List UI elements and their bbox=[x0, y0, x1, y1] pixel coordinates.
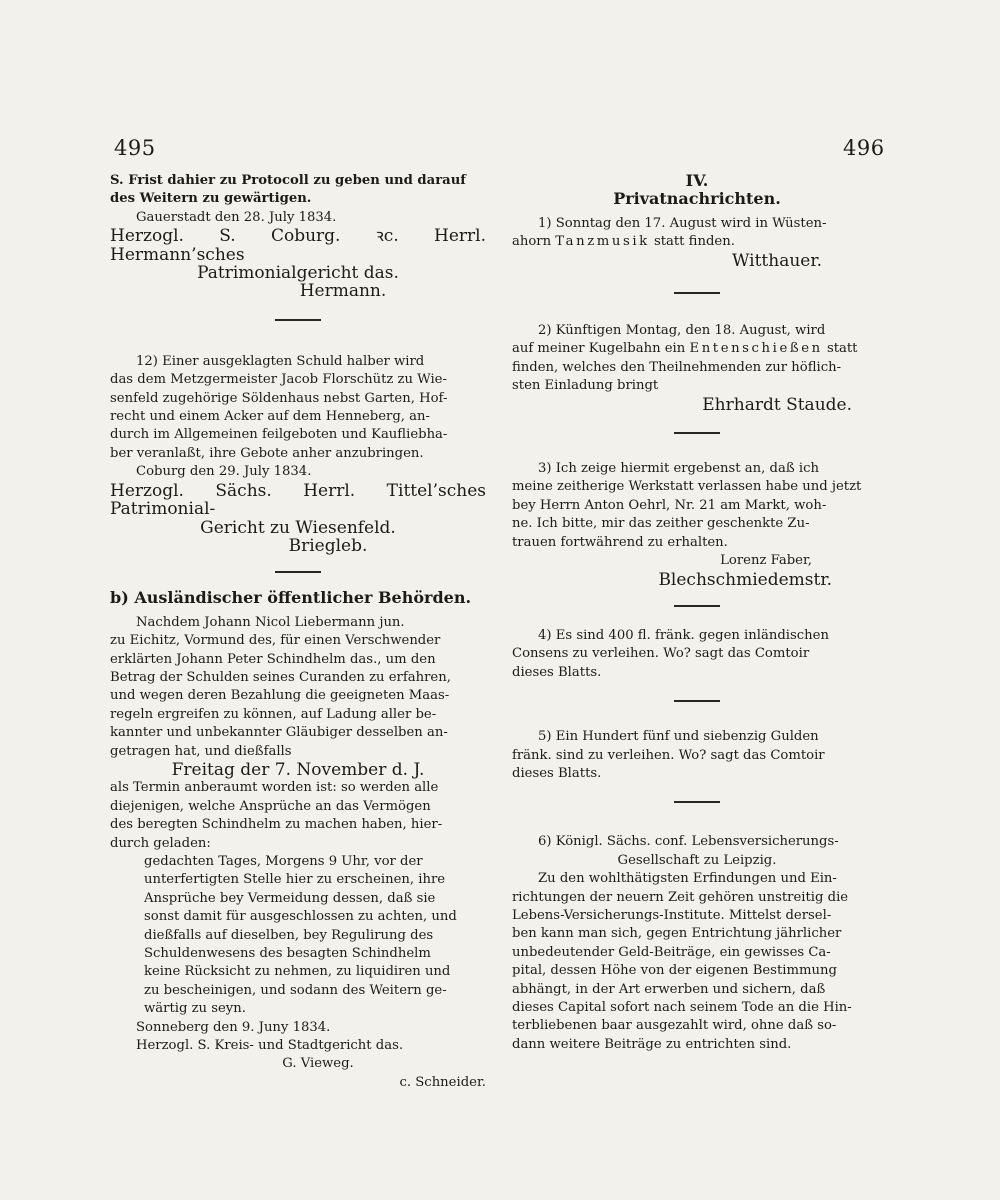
text-line: als Termin anberaumt worden ist: so werden alle bbox=[110, 780, 439, 796]
text-line: ne. Ich bitte, mir das zeither geschenkte Zu- bbox=[512, 516, 810, 532]
text-line: 2) Künftigen Montag, den 18. August, wird bbox=[538, 323, 826, 339]
text-line: dieses Blatts. bbox=[512, 664, 602, 680]
court-name: Patrimonialgericht das. bbox=[197, 263, 399, 284]
text-line: recht und einem Acker auf dem Henneberg, an- bbox=[110, 409, 430, 425]
left-column bbox=[110, 172, 486, 1092]
page-number-right: 496 bbox=[843, 136, 885, 160]
section-number: IV. bbox=[685, 171, 709, 190]
notice-top bbox=[110, 172, 486, 301]
text-line: meine zeitherige Werkstatt verlassen habe und jetzt bbox=[512, 479, 862, 495]
text-line: sonst damit für ausgeschlossen zu achten, und bbox=[144, 909, 457, 925]
text-line: durch geladen: bbox=[110, 835, 211, 851]
text-line: S. Frist dahier zu Protocoll zu geben und darauf bbox=[110, 173, 466, 188]
text-line: richtungen der neuern Zeit gehören unstreitig die bbox=[512, 889, 849, 905]
section-divider bbox=[674, 432, 720, 434]
text-fragment: statt bbox=[822, 341, 858, 357]
text-line: pital, dessen Höhe von der eigenen Bestimmung bbox=[512, 963, 837, 979]
text-line: das dem Metzgermeister Jacob Florschütz zu Wie- bbox=[110, 372, 447, 388]
signature: Lorenz Faber, bbox=[720, 553, 812, 569]
text-line: getragen hat, und dießfalls bbox=[110, 743, 292, 759]
text-line: Lebens-Versicherungs-Institute. Mittelst dersel- bbox=[512, 907, 832, 923]
notice-5 bbox=[512, 728, 882, 783]
text-line: trauen fortwährend zu erhalten. bbox=[512, 534, 728, 550]
text-line: diejenigen, welche Ansprüche an das Vermögen bbox=[110, 798, 431, 814]
section-divider bbox=[674, 605, 720, 607]
section-divider bbox=[674, 292, 720, 294]
court-name: Herzogl. Sächs. Herrl. Tittel’sches Patrimonial- bbox=[110, 480, 486, 520]
text-line: 1) Sonntag den 17. August wird in Wüsten- bbox=[538, 215, 827, 231]
section-heading: Privatnachrichten. bbox=[613, 189, 781, 209]
text-line: Schuldenwesens des besagten Schindhelm bbox=[144, 946, 431, 962]
text-line: dann weitere Beiträge zu entrichten sind. bbox=[512, 1036, 792, 1052]
notice-6 bbox=[512, 833, 882, 1054]
text-line: 12) Einer ausgeklagten Schuld halber wird bbox=[136, 353, 425, 369]
signature: Blechschmiedemstr. bbox=[658, 569, 832, 590]
signature: Witthauer. bbox=[731, 250, 822, 271]
text-fragment: statt finden. bbox=[649, 234, 735, 250]
court-name: Herzogl. S. Kreis- und Stadtgericht das. bbox=[136, 1038, 404, 1054]
section-b bbox=[110, 589, 486, 1092]
text-line: zu bescheinigen, und sodann des Weitern ge- bbox=[144, 982, 447, 998]
notice-4 bbox=[512, 627, 882, 682]
signature: Briegleb. bbox=[288, 535, 368, 556]
text-line: durch im Allgemeinen feilgeboten und Kaufliebha- bbox=[110, 427, 448, 443]
notice-2 bbox=[512, 322, 882, 414]
text-line: sten Einladung bringt bbox=[512, 378, 659, 394]
text-line: bey Herrn Anton Oehrl, Nr. 21 am Markt, woh- bbox=[512, 497, 827, 513]
signature: Hermann. bbox=[299, 281, 387, 302]
text-line: terbliebenen baar ausgezahlt wird, ohne daß so- bbox=[512, 1018, 837, 1034]
emphasis-text: Tanzmusik bbox=[555, 234, 650, 250]
notice-12 bbox=[110, 353, 486, 555]
right-column bbox=[512, 172, 882, 1054]
text-line: unterfertigten Stelle hier zu erscheinen, ihre bbox=[144, 872, 446, 888]
section-divider bbox=[275, 571, 321, 573]
dateline: Coburg den 29. July 1834. bbox=[136, 464, 312, 480]
signature: G. Vieweg. bbox=[282, 1056, 354, 1072]
text-line: gedachten Tages, Morgens 9 Uhr, vor der bbox=[144, 854, 423, 869]
text-line: erklärten Johann Peter Schindhelm das., um den bbox=[110, 651, 436, 667]
page-number-left: 495 bbox=[114, 136, 156, 160]
text-line: Nachdem Johann Nicol Liebermann jun. bbox=[136, 614, 405, 630]
term-date: Freitag der 7. November d. J. bbox=[171, 759, 425, 780]
text-fragment: ahorn bbox=[512, 234, 556, 250]
text-line: 5) Ein Hundert fünf und siebenzig Gulden bbox=[538, 729, 819, 745]
text-line: zu Eichitz, Vormund des, für einen Verschwender bbox=[110, 633, 441, 649]
text-line: regeln ergreifen zu können, auf Ladung aller be- bbox=[110, 706, 437, 722]
notice-1 bbox=[512, 215, 882, 270]
section-divider bbox=[275, 319, 321, 321]
section-divider bbox=[674, 801, 720, 803]
dateline: Gauerstadt den 28. July 1834. bbox=[136, 209, 337, 225]
text-line: Betrag der Schulden seines Curanden zu erfahren, bbox=[110, 669, 451, 685]
text-line: 4) Es sind 400 fl. fränk. gegen inländischen bbox=[538, 627, 829, 643]
text-line: finden, welches den Theilnehmenden zur höflich- bbox=[512, 359, 842, 375]
text-line: Ansprüche bey Vermeidung dessen, daß sie bbox=[144, 890, 436, 906]
signature: c. Schneider. bbox=[399, 1074, 486, 1090]
court-name: Herzogl. S. Coburg. ꝛc. Herrl. Hermann’sches bbox=[110, 226, 486, 265]
text-line: senfeld zugehörige Söldenhaus nebst Garten, Hof- bbox=[110, 390, 448, 406]
text-line: wärtig zu seyn. bbox=[144, 1001, 246, 1017]
text-line: dieses Blatts. bbox=[512, 765, 602, 781]
notice-heading: Gesellschaft zu Leipzig. bbox=[617, 852, 777, 868]
text-line: Zu den wohlthätigsten Erfindungen und Ein- bbox=[538, 871, 837, 887]
emphasis-text: Entenschießen bbox=[689, 341, 823, 357]
text-line: dießfalls auf dieselben, bey Regulirung des bbox=[144, 927, 434, 943]
notice-3 bbox=[512, 460, 882, 589]
notice-heading: 6) Königl. Sächs. conf. Lebensversicherungs- bbox=[538, 834, 839, 850]
text-line: ben kann man sich, gegen Entrichtung jährlicher bbox=[512, 926, 842, 942]
section-divider bbox=[674, 700, 720, 702]
text-line bbox=[512, 340, 882, 358]
signature: Ehrhardt Staude. bbox=[702, 394, 852, 415]
text-fragment: auf meiner Kugelbahn ein bbox=[512, 341, 690, 357]
text-line bbox=[512, 233, 882, 251]
text-line: unbedeutender Geld-Beiträge, ein gewisses Ca- bbox=[512, 944, 831, 960]
text-line: Consens zu verleihen. Wo? sagt das Comtoir bbox=[512, 646, 810, 662]
text-line: abhängt, in der Art erwerben und sichern, daß bbox=[512, 981, 826, 997]
dateline: Sonneberg den 9. Juny 1834. bbox=[136, 1019, 331, 1035]
text-line: 3) Ich zeige hiermit ergebenst an, daß ich bbox=[538, 461, 819, 477]
court-name: Gericht zu Wiesenfeld. bbox=[200, 517, 396, 538]
section-heading: b) Ausländischer öffentlicher Behörden. bbox=[110, 588, 472, 608]
text-line: dieses Capital sofort nach seinem Tode an die Hin- bbox=[512, 1000, 852, 1015]
text-line: ber veranlaßt, ihre Gebote anher anzubringen. bbox=[110, 445, 424, 461]
text-line: des Weitern zu gewärtigen. bbox=[110, 191, 312, 207]
text-line: fränk. sind zu verleihen. Wo? sagt das Comtoir bbox=[512, 747, 825, 763]
text-line: und wegen deren Bezahlung die geeigneten Maas- bbox=[110, 688, 450, 704]
text-line: kannter und unbekannter Gläubiger desselben an- bbox=[110, 725, 448, 741]
text-line: des beregten Schindhelm zu machen haben, hier- bbox=[110, 817, 443, 833]
text-line: keine Rücksicht zu nehmen, zu liquidiren und bbox=[144, 964, 451, 980]
